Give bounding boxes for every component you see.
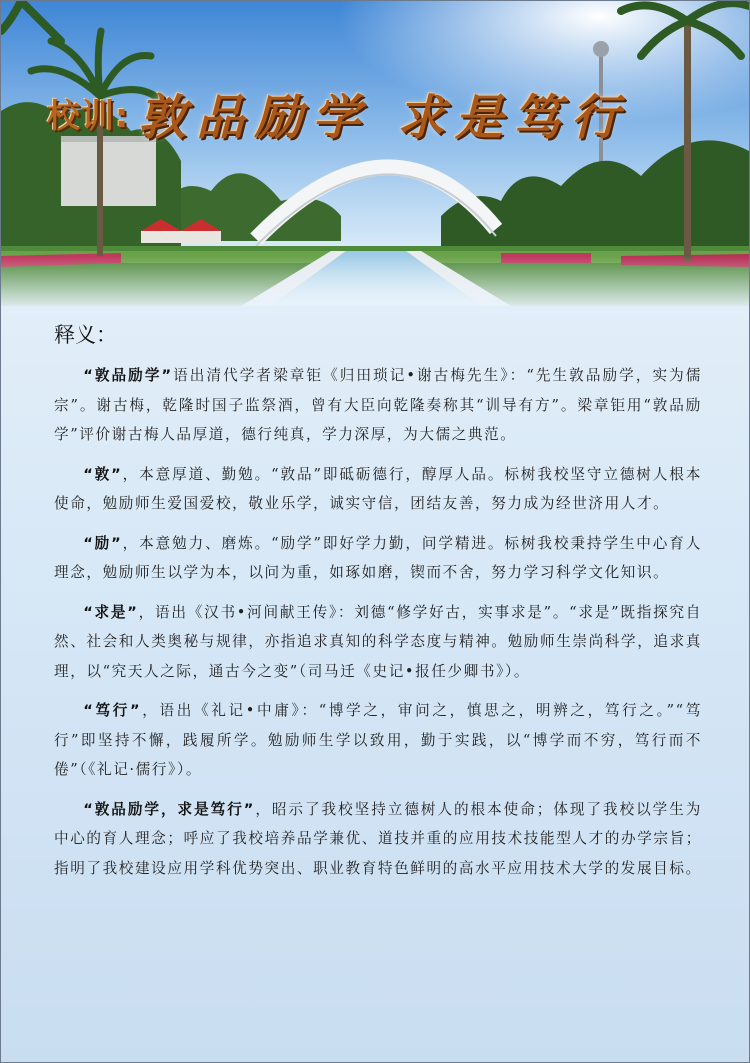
paragraph-qiushi — [54, 598, 702, 687]
motto-text: 敦品励学 求是笃行 — [138, 90, 630, 146]
paragraph-text: ，本意勉力、磨炼。“励学”即好学力勤，问学精进。标树我校秉持学生中心育人理念，勉励师生以学为本，以问为重，如琢如磨，锲而不舍，努力学习科学文化知识。 — [54, 534, 702, 581]
section-heading: 释义： — [54, 323, 117, 347]
campus-arch-photo — [1, 1, 749, 306]
paragraph-summary — [54, 795, 702, 884]
paragraph-keyword: “敦” — [83, 465, 123, 483]
paragraph-text: ，本意厚道、勤勉。“敦品”即砥砺德行，醇厚人品。标树我校坚守立德树人根本使命，勉励师生爱国爱校，敬业乐学，诚实守信，团结友善，努力成为经世济用人才。 — [54, 465, 702, 512]
paragraph-text: 语出清代学者梁章钜《归田琐记•谢古梅先生》：“先生敦品励学，实为儒宗”。谢古梅，乾隆时国子监祭酒，曾有大臣向乾隆奏称其“训导有方”。梁章钜用“敦品励学”评价谢古梅人品厚道，德行纯真，学力深厚，为大儒之典范。 — [54, 367, 702, 443]
paragraph-li — [54, 529, 702, 588]
photo-fade — [1, 256, 749, 306]
paragraph-keyword: “求是” — [83, 603, 139, 621]
paragraph-keyword: “励” — [83, 534, 123, 552]
paragraph-keyword: “敦品励学” — [83, 367, 173, 384]
interpretation-section — [54, 319, 702, 893]
paragraph-dunpinlixue — [54, 361, 702, 450]
paragraph-duxing — [54, 696, 702, 785]
paragraph-keyword: “笃行” — [83, 702, 142, 719]
motto-prefix: 校训: — [47, 96, 130, 135]
paragraph-text: ，语出《汉书•河间献王传》：刘德“修学好古，实事求是”。“求是”既指探究自然、社会和人类奥秘与规律，亦指追求真知的科学态度与精神。勉励师生崇尚科学，追求真理，以“究天人之际，通古今之变”（司马迁《史记•报任少卿书》）。 — [54, 603, 702, 680]
paragraph-text: ，昭示了我校坚持立德树人的根本使命；体现了我校以学生为中心的育人理念；呼应了我校培养品学兼优、道技并重的应用技术技能型人才的办学宗旨；指明了我校建设应用学科优势突出、职业教育特色鲜明的高水平应用技术大学的发展目标。 — [54, 800, 702, 877]
school-motto — [47, 79, 629, 149]
paragraph-keyword: “敦品励学，求是笃行” — [83, 800, 255, 818]
paragraph-text: ，语出《礼记•中庸》：“博学之，审问之，慎思之，明辨之，笃行之。”“笃行”即坚持不懈，践履所学。勉励师生学以致用，勤于实践，以“博学而不穷，笃行而不倦”（《礼记·儒行》）。 — [54, 702, 702, 778]
paragraph-dun — [54, 460, 702, 519]
